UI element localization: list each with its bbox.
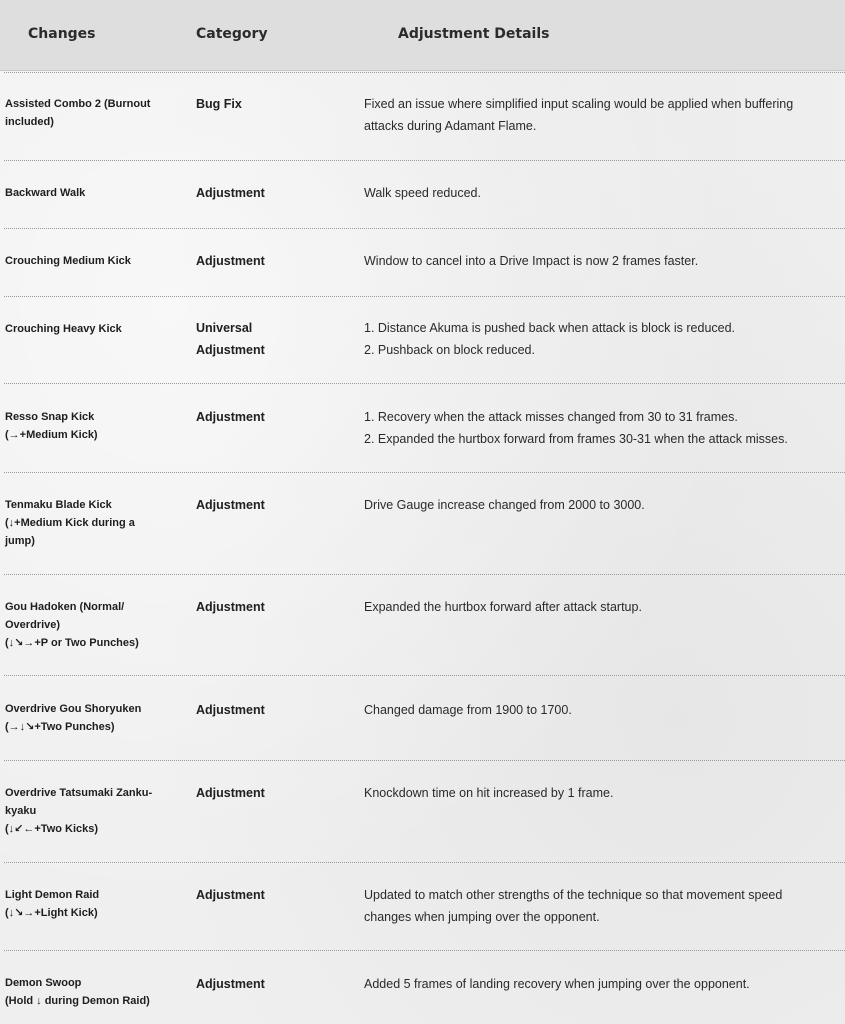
change-details-line: Expanded the hurtbox forward after attack startup. — [364, 600, 642, 614]
change-details-line: attacks during Adamant Flame. — [364, 119, 537, 133]
change-name — [5, 408, 165, 444]
change-name — [5, 700, 165, 736]
change-category-line: Adjustment — [196, 410, 265, 424]
row-divider — [4, 950, 845, 951]
row-divider — [4, 574, 845, 575]
change-category-line: Adjustment — [196, 186, 265, 200]
change-name-line: Tenmaku Blade Kick — [5, 499, 112, 511]
change-name-line: (↓↘→+Light Kick) — [5, 907, 98, 919]
change-details-line: changes when jumping over the opponent. — [364, 910, 600, 924]
change-details — [364, 182, 834, 204]
change-name-line: Light Demon Raid — [5, 889, 100, 901]
change-details — [364, 699, 834, 721]
change-name-line: (↓+Medium Kick during a — [5, 517, 135, 529]
change-category-line: Adjustment — [196, 977, 265, 991]
header-changes: Changes — [28, 26, 96, 42]
change-details — [364, 884, 834, 928]
change-name — [5, 252, 165, 270]
change-name — [5, 784, 165, 838]
change-details — [364, 93, 834, 137]
change-category — [196, 884, 306, 906]
change-details-line: Changed damage from 1900 to 1700. — [364, 703, 572, 717]
change-name-line: Crouching Medium Kick — [5, 255, 131, 267]
header-adjustment-details: Adjustment Details — [398, 26, 550, 42]
change-details — [364, 406, 834, 450]
change-details-line: Fixed an issue where simplified input scaling would be applied when buffering — [364, 97, 794, 111]
row-divider — [4, 675, 845, 676]
change-category-line: Adjustment — [196, 254, 265, 268]
row-divider — [4, 296, 845, 297]
change-name — [5, 320, 165, 338]
row-divider — [4, 72, 845, 73]
change-category — [196, 494, 306, 516]
change-details-line: 1. Recovery when the attack misses changed from 30 to 31 frames. — [364, 410, 738, 424]
change-name-line: (→+Medium Kick) — [5, 429, 98, 441]
change-details — [364, 782, 834, 804]
change-category — [196, 317, 306, 361]
change-category-line: Adjustment — [196, 498, 265, 512]
change-category-line: Adjustment — [196, 600, 265, 614]
row-divider — [4, 160, 845, 161]
change-details-line: Window to cancel into a Drive Impact is now 2 frames faster. — [364, 254, 699, 268]
change-category-line: Adjustment — [196, 343, 265, 357]
change-details-line: Updated to match other strengths of the technique so that movement speed — [364, 888, 783, 902]
change-category — [196, 406, 306, 428]
change-name — [5, 598, 165, 652]
row-divider — [4, 228, 845, 229]
change-name-line: Resso Snap Kick — [5, 411, 95, 423]
change-category — [196, 699, 306, 721]
change-details — [364, 317, 834, 361]
change-name — [5, 184, 165, 202]
change-name-line: (→↓↘+Two Punches) — [5, 721, 115, 733]
row-divider — [4, 383, 845, 384]
header-category: Category — [196, 26, 268, 42]
change-details-line: 2. Pushback on block reduced. — [364, 343, 535, 357]
change-name-line: Gou Hadoken (Normal/ — [5, 601, 125, 613]
change-category — [196, 782, 306, 804]
change-details-line: Added 5 frames of landing recovery when jumping over the opponent. — [364, 977, 750, 991]
change-name-line: Overdrive) — [5, 619, 61, 631]
change-name-line: kyaku — [5, 805, 37, 817]
change-name-line: Demon Swoop — [5, 977, 82, 989]
change-name-line: Backward Walk — [5, 187, 86, 199]
change-name-line: Overdrive Gou Shoryuken — [5, 703, 142, 715]
change-category-line: Adjustment — [196, 786, 265, 800]
change-details — [364, 250, 834, 272]
change-details-line: 2. Expanded the hurtbox forward from frames 30-31 when the attack misses. — [364, 432, 788, 446]
change-category — [196, 596, 306, 618]
change-category-line: Universal — [196, 321, 253, 335]
change-name — [5, 886, 165, 922]
table-header — [0, 0, 845, 71]
change-name-line: jump) — [5, 535, 35, 547]
change-name — [5, 95, 165, 131]
change-category-line: Bug Fix — [196, 97, 242, 111]
change-name-line: included) — [5, 116, 54, 128]
change-category — [196, 182, 306, 204]
change-name-line: Assisted Combo 2 (Burnout — [5, 98, 151, 110]
change-name-line: Crouching Heavy Kick — [5, 323, 122, 335]
change-name-line: Overdrive Tatsumaki Zanku- — [5, 787, 153, 799]
change-name-line: (Hold ↓ during Demon Raid) — [5, 995, 150, 1007]
change-name-line: (↓↘→+P or Two Punches) — [5, 637, 139, 649]
change-details — [364, 494, 834, 516]
change-category — [196, 250, 306, 272]
change-name — [5, 496, 165, 550]
row-divider — [4, 472, 845, 473]
change-name — [5, 974, 165, 1010]
row-divider — [4, 760, 845, 761]
change-details-line: Drive Gauge increase changed from 2000 to 3000. — [364, 498, 645, 512]
change-details-line: Walk speed reduced. — [364, 186, 481, 200]
change-details — [364, 973, 834, 995]
change-name-line: (↓↙←+Two Kicks) — [5, 823, 99, 835]
change-details-line: 1. Distance Akuma is pushed back when attack is block is reduced. — [364, 321, 736, 335]
change-details — [364, 596, 834, 618]
row-divider — [4, 862, 845, 863]
change-category-line: Adjustment — [196, 703, 265, 717]
change-details-line: Knockdown time on hit increased by 1 frame. — [364, 786, 614, 800]
change-category — [196, 973, 306, 995]
change-category — [196, 93, 306, 115]
change-category-line: Adjustment — [196, 888, 265, 902]
